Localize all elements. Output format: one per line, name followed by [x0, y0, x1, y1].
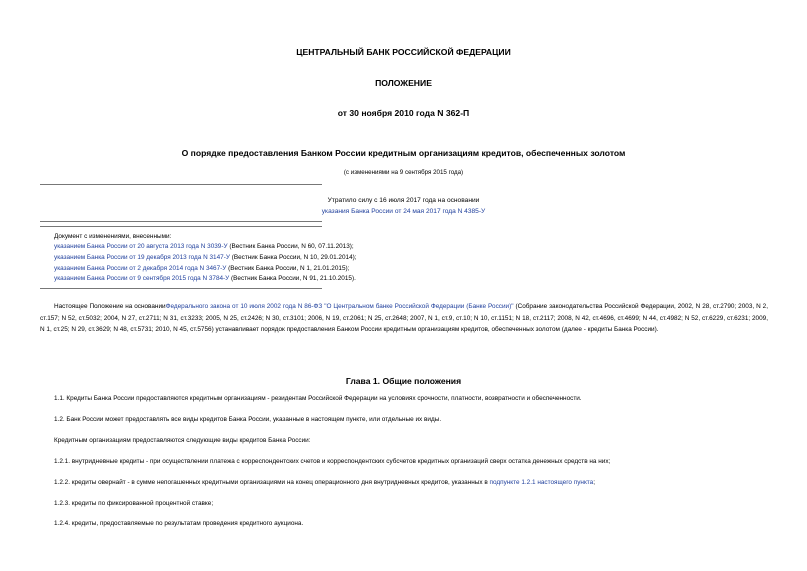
preamble-text: Настоящее Положение на основании: [54, 303, 166, 310]
amendment-source: (Вестник Банка России, N 60, 07.11.2013);: [227, 243, 354, 250]
clause-text: 1.2.2. кредиты овернайт - в сумме непогашенных кредитными организациями на конец операционного дня внутридневных кредитов, указанных в: [54, 479, 490, 486]
amendment-item: [54, 254, 357, 261]
clause-1-2: 1.2. Банк России может предоставлять все виды кредитов Банка России, указанные в настоящем пункте, или отдельные их виды.: [54, 416, 442, 423]
amendments-intro: Документ с изменениями, внесенными:: [54, 233, 172, 240]
amendment-item: [54, 243, 354, 250]
preamble-paragraph: [40, 301, 768, 336]
amendment-source: (Вестник Банка России, N 10, 29.01.2014);: [229, 254, 357, 261]
clause-1-2-1: 1.2.1. внутридневные кредиты - при осуществлении платежа с корреспондентских счетов и корреспондентских субсчетов кредитных организаций сверх остатка денежных средств на них;: [54, 458, 611, 465]
document-title: О порядке предоставления Банком России кредитным организациям кредитов, обеспеченных золотом: [181, 148, 626, 158]
amendment-link[interactable]: указанием Банка России от 20 августа 2013 года N 3039-У: [54, 243, 228, 250]
amendment-item: [54, 265, 349, 272]
amendment-link[interactable]: указанием Банка России от 2 декабря 2014 года N 3467-У: [54, 265, 227, 272]
clause-1-2-2: [54, 479, 595, 486]
divider-rule: [40, 226, 322, 227]
subclause-link[interactable]: подпункте 1.2.1 настоящего пункта: [489, 479, 594, 486]
preamble-text: (Собрание законодательства Российской Федерации, 2002, N 28, ст.2790; 2003, N 2, ст.157; N 52, ст.5032; 2004, N 27, ст.2711; N 31, ст.3233; 2005, N 25, ст.2426; N 30, ст.3101; 2006, N 19, ст.2061; N 25, ст.2648; 2007, N 1, ст.9, ст.10; N 10, ст.1151; N 18, ст.2117; 2008, N 42, ст.4696, ст.4699; N 44, ст.4982; N 52, ст.6229, ст.6231; 2009, N 1, ст.25; N 29, ст.3629; N 48, ст.5731; 2010, N 45, ст.5756) устанавливает порядок предоставления Банком России кредитным организациям кредитов, обеспеченных золотом (далее - кредиты Банка России).: [40, 303, 768, 333]
federal-law-link[interactable]: Федерального закона от 10 июля 2002 года N 86-ФЗ "О Центральном банке Российской Федерации (Банке России)": [165, 303, 514, 310]
lost-force-link[interactable]: указания Банка России от 24 мая 2017 года N 4385-У: [321, 208, 486, 215]
document-type: ПОЛОЖЕНИЕ: [375, 78, 432, 88]
changes-note: (с изменениями на 9 сентября 2015 года): [343, 169, 464, 176]
amendment-source: (Вестник Банка России, N 1, 21.01.2015);: [226, 265, 350, 272]
clause-1-1: 1.1. Кредиты Банка России предоставляются кредитным организациям - резидентам Российской Федерации на условиях срочности, платности, возвратности и обеспеченности.: [54, 395, 582, 402]
clause-1-2-3: 1.2.3. кредиты по фиксированной процентной ставке;: [54, 500, 214, 507]
amendment-source: (Вестник Банка России, N 91, 21.10.2015).: [229, 275, 356, 282]
clause-credit-types: Кредитным организациям предоставляются следующие виды кредитов Банка России:: [54, 437, 311, 444]
lost-force-text: Утратило силу с 16 июля 2017 года на основании: [327, 197, 480, 204]
amendment-link[interactable]: указанием Банка России от 9 сентября 2015 года N 3784-У: [54, 275, 230, 282]
amendment-item: [54, 275, 356, 282]
divider-rule: [40, 288, 322, 289]
clause-1-2-4: 1.2.4. кредиты, предоставляемые по результатам проведения кредитного аукциона.: [54, 520, 304, 527]
chapter-title: Глава 1. Общие положения: [345, 376, 462, 386]
amendment-link[interactable]: указанием Банка России от 19 декабря 2013 года N 3147-У: [54, 254, 230, 261]
divider-rule: [40, 221, 322, 222]
document-date-number: от 30 ноября 2010 года N 362-П: [337, 108, 470, 118]
clause-text: ;: [593, 479, 595, 486]
bank-name: ЦЕНТРАЛЬНЫЙ БАНК РОССИЙСКОЙ ФЕДЕРАЦИИ: [296, 47, 511, 57]
divider-rule: [40, 184, 322, 185]
